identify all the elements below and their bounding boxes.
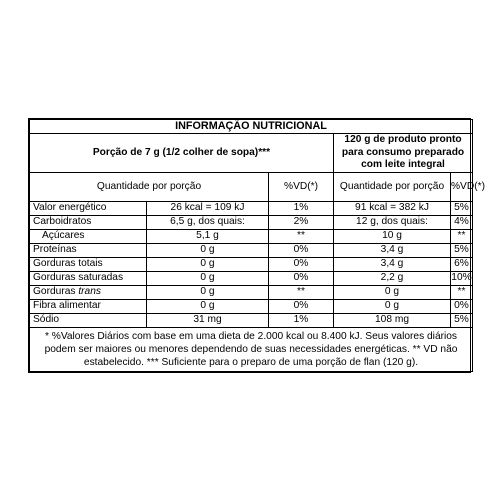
nutrient-label bbox=[30, 202, 147, 216]
nutrient-label-text: Sódio bbox=[33, 314, 60, 326]
nutrient-label-text: Gorduras totais bbox=[33, 258, 103, 270]
table-row bbox=[30, 314, 473, 328]
nutrient-rows bbox=[30, 202, 473, 328]
nutrient-label-italic: trans bbox=[78, 286, 101, 298]
nutrient-qty-prepared: 2,2 g bbox=[334, 272, 451, 286]
header-row bbox=[30, 173, 473, 202]
table-row bbox=[30, 202, 473, 216]
table-title: INFORMAÇÃO NUTRICIONAL bbox=[30, 120, 473, 134]
nutrient-vd-portion: 0% bbox=[269, 258, 334, 272]
nutrient-label bbox=[30, 244, 147, 258]
nutrient-vd-portion: ** bbox=[269, 230, 334, 244]
nutrient-label-text: Fibra alimentar bbox=[33, 300, 101, 312]
nutrient-qty-portion: 0 g bbox=[147, 300, 269, 314]
portion-row bbox=[30, 134, 473, 173]
table-row bbox=[30, 258, 473, 272]
nutrient-qty-portion: 0 g bbox=[147, 244, 269, 258]
portion-left: Porção de 7 g (1/2 colher de sopa)*** bbox=[30, 134, 334, 173]
nutrient-vd-prepared: ** bbox=[451, 230, 473, 244]
nutrient-qty-prepared: 3,4 g bbox=[334, 244, 451, 258]
nutrient-label bbox=[30, 258, 147, 272]
nutrient-qty-portion: 31 mg bbox=[147, 314, 269, 328]
nutrient-qty-prepared: 108 mg bbox=[334, 314, 451, 328]
nutrition-facts-table bbox=[28, 118, 485, 373]
header-qty-left: Quantidade por porção bbox=[30, 173, 269, 202]
nutrient-label bbox=[30, 300, 147, 314]
header-vd-left: %VD(*) bbox=[269, 173, 334, 202]
nutrient-vd-portion: 1% bbox=[269, 314, 334, 328]
nutrient-qty-prepared: 12 g, dos quais: bbox=[334, 216, 451, 230]
nutrient-label-text: Gorduras saturadas bbox=[33, 272, 124, 284]
nutrition-table bbox=[29, 119, 485, 372]
nutrient-qty-portion: 5,1 g bbox=[147, 230, 269, 244]
nutrient-qty-portion: 6,5 g, dos quais: bbox=[147, 216, 269, 230]
nutrient-vd-prepared: 10% bbox=[451, 272, 473, 286]
nutrient-label-text: Gorduras bbox=[33, 286, 76, 298]
nutrient-vd-prepared: 4% bbox=[451, 216, 473, 230]
nutrient-label bbox=[30, 314, 147, 328]
header-qty-right: Quantidade por porção bbox=[334, 173, 451, 202]
nutrient-vd-prepared: ** bbox=[451, 286, 473, 300]
nutrient-vd-portion: 1% bbox=[269, 202, 334, 216]
nutrient-vd-prepared: 6% bbox=[451, 258, 473, 272]
nutrient-vd-prepared: 5% bbox=[451, 202, 473, 216]
header-vd-right: %VD(*) bbox=[451, 173, 473, 202]
table-row bbox=[30, 216, 473, 230]
footnote-row bbox=[30, 328, 473, 372]
table-row bbox=[30, 230, 473, 244]
nutrient-vd-prepared: 5% bbox=[451, 244, 473, 258]
nutrient-qty-portion: 0 g bbox=[147, 258, 269, 272]
nutrient-label bbox=[30, 286, 147, 300]
nutrient-qty-prepared: 3,4 g bbox=[334, 258, 451, 272]
nutrient-label-text: Proteínas bbox=[33, 244, 77, 256]
nutrient-qty-prepared: 0 g bbox=[334, 286, 451, 300]
nutrient-label bbox=[30, 272, 147, 286]
nutrient-vd-portion: 2% bbox=[269, 216, 334, 230]
table-row bbox=[30, 300, 473, 314]
nutrient-vd-prepared: 0% bbox=[451, 300, 473, 314]
nutrient-label bbox=[30, 216, 147, 230]
nutrient-label-text: Açúcares bbox=[42, 230, 85, 242]
nutrient-vd-portion: 0% bbox=[269, 244, 334, 258]
nutrient-qty-portion: 0 g bbox=[147, 272, 269, 286]
table-row bbox=[30, 272, 473, 286]
nutrient-vd-portion: 0% bbox=[269, 300, 334, 314]
nutrient-qty-prepared: 10 g bbox=[334, 230, 451, 244]
nutrient-qty-prepared: 0 g bbox=[334, 300, 451, 314]
nutrient-vd-portion: 0% bbox=[269, 272, 334, 286]
nutrient-label-text: Valor energético bbox=[33, 202, 107, 214]
nutrient-qty-portion: 26 kcal = 109 kJ bbox=[147, 202, 269, 216]
nutrient-qty-portion: 0 g bbox=[147, 286, 269, 300]
title-row bbox=[30, 120, 473, 134]
nutrient-vd-portion: ** bbox=[269, 286, 334, 300]
nutrient-label bbox=[30, 230, 147, 244]
nutrient-qty-prepared: 91 kcal = 382 kJ bbox=[334, 202, 451, 216]
nutrient-label-text: Carboidratos bbox=[33, 216, 92, 228]
footnote: * %Valores Diários com base em uma dieta de 2.000 kcal ou 8.400 kJ. Seus valores diários podem ser maiores ou menores dependendo de suas necessidades energéticas. ** VD não estabelecido. *** Suficiente para o preparo de uma porção de flan (120 g). bbox=[30, 328, 473, 372]
table-row bbox=[30, 286, 473, 300]
table-row bbox=[30, 244, 473, 258]
nutrient-vd-prepared: 5% bbox=[451, 314, 473, 328]
portion-right: 120 g de produto pronto para consumo preparado com leite integral bbox=[334, 134, 473, 173]
